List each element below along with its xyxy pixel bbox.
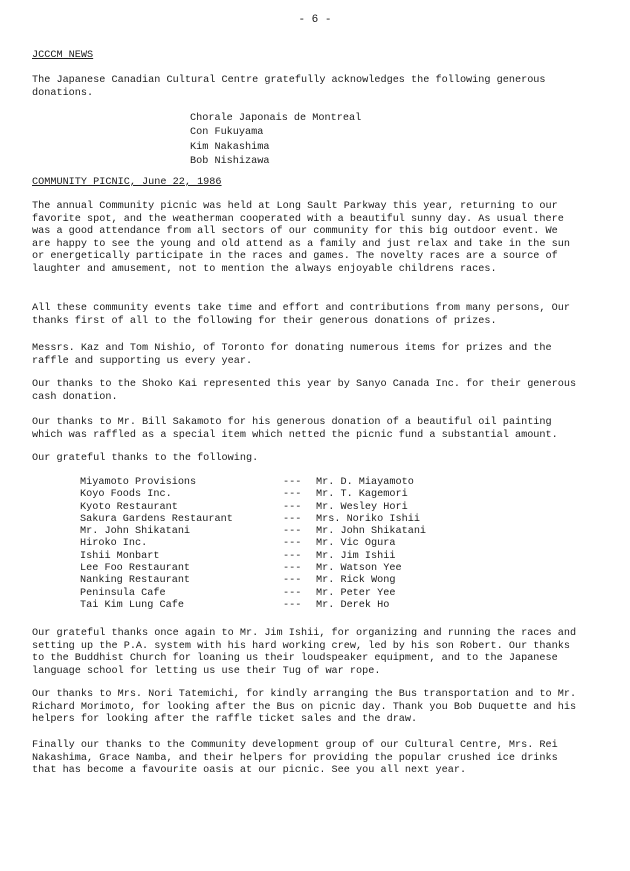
contact-name: Mr. D. Miayamoto [316, 477, 414, 488]
sponsor-name: Mr. John Shikatani [80, 526, 191, 538]
sponsor-name: Lee Foo Restaurant [80, 563, 191, 575]
paragraph-text: All these community events take time and effort and contributions from many persons, Our thanks first of all to the following for their generous donations of prizes. [32, 303, 570, 327]
donor-list [190, 113, 361, 171]
separator: --- [283, 513, 302, 525]
picnic-heading: COMMUNITY PICNIC, June 22, 1986 [32, 177, 222, 188]
contact-name: Mr. John Shikatani [316, 526, 427, 538]
jcccm-news-heading: JCCCM NEWS [32, 50, 94, 61]
separator: --- [283, 501, 302, 513]
paragraph-text: Our thanks to the Shoko Kai represented this year by Sanyo Canada Inc. for their generous cash donation. [32, 379, 577, 403]
sponsor-name: Koyo Foods Inc. [80, 489, 172, 501]
paragraph-text: Finally our thanks to the Community development group of our Cultural Centre, Mrs. Rei Nakashima, Grace Namba, and their helpers for providing the popular crushed ice drinks that has become a favourite oasis at our picnic. See you all next year. [32, 740, 558, 777]
picnic-paragraph-4 [32, 379, 577, 404]
sponsor-name: Ishii Monbart [80, 550, 160, 562]
contact-name: Mr. Jim Ishii [316, 550, 396, 562]
separator: --- [283, 563, 302, 575]
donor-item: Bob Nishizawa [190, 156, 270, 168]
separator: --- [283, 489, 302, 501]
contact-name: Mr. Watson Yee [316, 563, 402, 575]
paragraph-text: Our thanks to Mr. Bill Sakamoto for his generous donation of a beautiful oil painting which was raffled as a special item which netted the picnic fund a substantial amount. [32, 417, 558, 441]
contact-name: Mr. T. Kagemori [316, 489, 408, 501]
picnic-paragraph-3 [32, 343, 577, 368]
sponsor-name: Peninsula Cafe [80, 587, 166, 599]
separator: --- [283, 575, 302, 587]
donor-item: Con Fukuyama [190, 127, 264, 139]
closing-paragraph-3 [32, 740, 577, 778]
contact-name: Mr. Derek Ho [316, 599, 390, 611]
sponsor-name: Hiroko Inc. [80, 538, 148, 550]
sponsor-name: Tai Kim Lung Cafe [80, 599, 184, 611]
separator: --- [283, 550, 302, 562]
paragraph-text: Our grateful thanks once again to Mr. Jim Ishii, for organizing and running the races and setting up the P.A. system with his hard working crew, led by his son Robert. Our thanks to the Buddhist Church for loaning us their loudspeaker equipment, and to the Japanese language school for letting us use their Tug of war rope. [32, 628, 577, 677]
closing-paragraph-1 [32, 628, 577, 678]
separator: --- [283, 477, 302, 488]
sponsor-name: Sakura Gardens Restaurant [80, 513, 233, 525]
donor-item: Chorale Japonais de Montreal [190, 113, 362, 124]
contact-name: Mr. Vic Ogura [316, 538, 396, 550]
sponsor-name: Kyoto Restaurant [80, 501, 178, 513]
intro-paragraph: The Japanese Canadian Cultural Centre gratefully acknowledges the following generous donations. [32, 75, 546, 99]
contact-name: Mrs. Noriko Ishii [316, 513, 420, 525]
paragraph-text: Messrs. Kaz and Tom Nishio, of Toronto for donating numerous items for prizes and the raffle and supporting us every year. [32, 343, 552, 367]
sponsor-name: Miyamoto Provisions [80, 477, 197, 488]
paragraph-text: Our grateful thanks to the following. [32, 453, 259, 464]
closing-paragraph-2 [32, 689, 577, 727]
paragraph-text: The annual Community picnic was held at Long Sault Parkway this year, returning to our favorite spot, and the weatherman cooperated with a beautiful sunny day. As usual there was a good attendance from all sectors of our community for this big outdoor event. We are happy to see the young and old attend as a family and just relax and take in the sun or energetically participate in the races and games. The novelty races are a source of laughter and amusement, not to mention the always enjoyable childrens races. [32, 201, 570, 275]
sponsor-name: Nanking Restaurant [80, 575, 191, 587]
separator: --- [283, 538, 302, 550]
separator: --- [283, 526, 302, 538]
contact-name: Mr. Peter Yee [316, 587, 396, 599]
picnic-paragraph-1 [32, 201, 577, 277]
separator: --- [283, 599, 302, 611]
contact-name: Mr. Wesley Hori [316, 501, 408, 513]
contact-name: Mr. Rick Wong [316, 575, 396, 587]
page-number: - 6 - [298, 14, 332, 26]
picnic-paragraph-2 [32, 303, 577, 328]
paragraph-text: Our thanks to Mrs. Nori Tatemichi, for kindly arranging the Bus transportation and to Mr. Richard Morimoto, for looking after the Bus on picnic day. Thank you Bob Duquette and his helpers for looking after the raffle ticket sales and the draw. [32, 689, 577, 726]
picnic-paragraph-6 [32, 453, 577, 466]
jcccm-news-intro [32, 75, 577, 100]
picnic-paragraph-5 [32, 417, 577, 442]
donor-item: Kim Nakashima [190, 141, 270, 153]
separator: --- [283, 587, 302, 599]
